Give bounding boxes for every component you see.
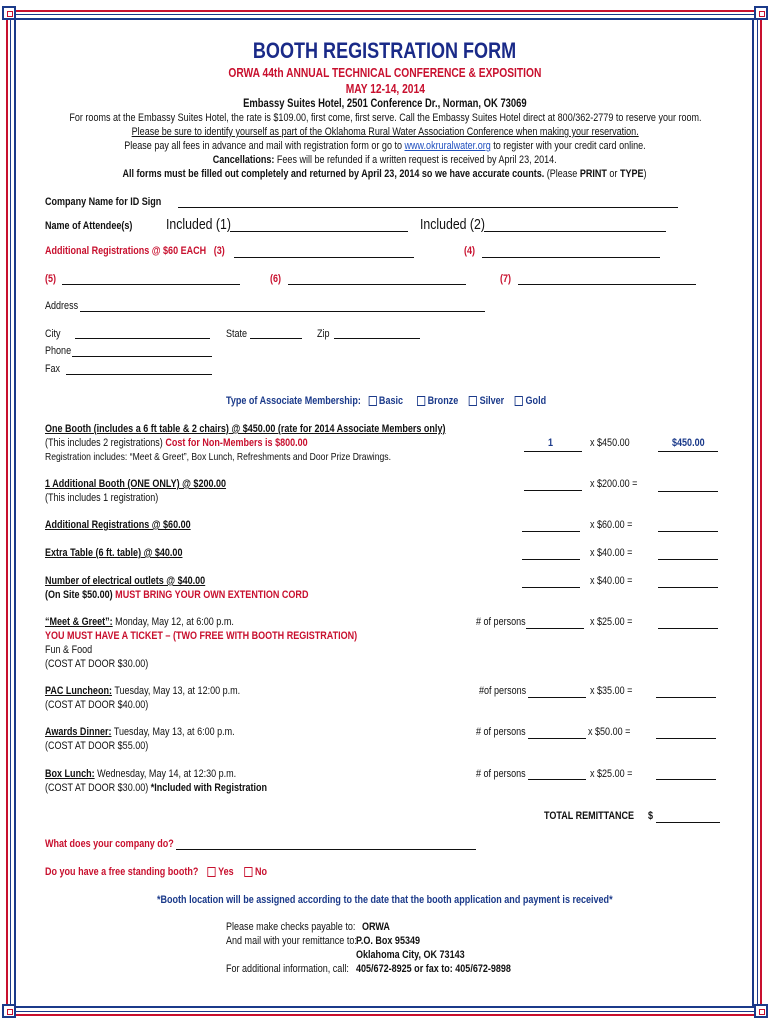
extra-table-title: Extra Table (6 ft. table) @ $40.00 (45, 547, 183, 559)
booth-total-field[interactable] (658, 451, 718, 452)
pac-persons-field[interactable] (528, 697, 586, 698)
address-label: Address (45, 300, 79, 312)
attendee-label: Name of Attendee(s) (45, 220, 133, 232)
registration-4-field[interactable] (482, 257, 660, 258)
included-1-field[interactable] (230, 231, 408, 232)
silver-checkbox[interactable] (469, 396, 477, 406)
phone-field[interactable] (72, 356, 212, 357)
booth-location-note: *Booth location will be assigned according to the date that the booth application and payment is received* (157, 894, 613, 906)
conference-name: ORWA 44th ANNUAL TECHNICAL CONFERENCE & EXPOSITION (228, 66, 542, 80)
registration-4-label: (4) (464, 245, 476, 257)
meet-greet-price: x $25.00 = (590, 616, 633, 628)
registration-5-field[interactable] (62, 284, 240, 285)
cancellation-note: Cancellations: Fees will be refunded if a written request is received by April 23, 2014. (213, 154, 557, 166)
box-lunch-cost: (COST AT DOOR $30.00) *Included with Registration (45, 782, 268, 794)
deadline-note: All forms must be filled out completely and returned by April 23, 2014 so we have accurate counts. (Please PRINT or TYPE) (122, 168, 648, 180)
awards-persons-field[interactable] (528, 738, 586, 739)
zip-field[interactable] (334, 338, 420, 339)
box-lunch-title: Box Lunch: Wednesday, May 14, at 12:30 p.m. (45, 768, 237, 780)
corner-ornament (754, 6, 768, 20)
awards-dinner-cost: (COST AT DOOR $55.00) (45, 740, 149, 752)
extra-table-price: x $40.00 = (590, 547, 633, 559)
corner-ornament (754, 1004, 768, 1018)
meet-greet-fun: Fun & Food (45, 644, 93, 656)
info-phone-fax: 405/672-8925 or fax to: 405/672-9898 (356, 963, 511, 975)
company-name-label: Company Name for ID Sign (45, 196, 162, 208)
identify-note: Please be sure to identify yourself as part of the Oklahoma Rural Water Association Conference when making your reservation. (131, 126, 639, 138)
awards-dinner-title: Awards Dinner: Tuesday, May 13, at 6:00 p.m. (45, 726, 235, 738)
awards-price: x $50.00 = (588, 726, 631, 738)
basic-checkbox[interactable] (368, 396, 376, 406)
meet-greet-title: “Meet & Greet”: Monday, May 12, at 6:00 p.m. (45, 616, 234, 628)
additional-booth-sub: (This includes 1 registration) (45, 492, 159, 504)
booth-quantity[interactable]: 1 (548, 437, 554, 449)
payment-note: Please pay all fees in advance and mail with registration form or go to www.okruralwater.org to register with your credit card online. (124, 140, 646, 152)
awards-total-field[interactable] (656, 738, 716, 739)
pac-luncheon-cost: (COST AT DOOR $40.00) (45, 699, 149, 711)
included-1-label: Included (1) (166, 216, 231, 233)
registration-6-label: (6) (270, 273, 282, 285)
registration-5-label: (5) (45, 273, 57, 285)
no-checkbox[interactable] (244, 867, 252, 877)
additional-registration-total-field[interactable] (658, 531, 718, 532)
city-label: City (45, 328, 61, 340)
website-link[interactable]: www.okruralwater.org (404, 140, 491, 152)
box-total-field[interactable] (656, 779, 716, 780)
outlets-total-field[interactable] (658, 587, 718, 588)
meet-greet-ticket-note: YOU MUST HAVE A TICKET – (TWO FREE WITH BOOTH REGISTRATION) (45, 630, 358, 642)
total-remittance-field[interactable] (656, 822, 720, 823)
meet-greet-cost: (COST AT DOOR $30.00) (45, 658, 149, 670)
mail-address-1: P.O. Box 95349 (356, 935, 421, 947)
gold-checkbox[interactable] (515, 396, 523, 406)
booth-quantity-field[interactable] (524, 451, 582, 452)
additional-registration-title: Additional Registrations @ $60.00 (45, 519, 191, 531)
additional-booth-qty-field[interactable] (524, 490, 582, 491)
additional-registrations-label: Additional Registrations @ $60 EACH (3) (45, 245, 225, 257)
additional-registration-qty-field[interactable] (522, 531, 580, 532)
zip-label: Zip (317, 328, 330, 340)
included-2-label: Included (2) (420, 216, 485, 233)
membership-type: Type of Associate Membership: Basic Bronze Silver Gold (226, 395, 547, 407)
conference-dates: MAY 12-14, 2014 (345, 82, 425, 96)
box-price: x $25.00 = (590, 768, 633, 780)
pac-luncheon-title: PAC Luncheon: Tuesday, May 13, at 12:00 p.m. (45, 685, 241, 697)
checks-label: Please make checks payable to: (226, 921, 356, 933)
registration-6-field[interactable] (288, 284, 466, 285)
total-dollar-sign: $ (648, 810, 654, 822)
company-do-label: What does your company do? (45, 838, 174, 850)
additional-booth-price: x $200.00 = (590, 478, 638, 490)
outlets-price: x $40.00 = (590, 575, 633, 587)
meet-greet-total-field[interactable] (658, 628, 718, 629)
booth-total: $450.00 (672, 437, 705, 449)
box-persons-label: # of persons (476, 768, 526, 780)
address-field[interactable] (80, 311, 485, 312)
box-persons-field[interactable] (528, 779, 586, 780)
company-name-field[interactable] (178, 207, 678, 208)
mail-label: And mail with your remittance to: (226, 935, 357, 947)
outlets-qty-field[interactable] (522, 587, 580, 588)
included-2-field[interactable] (484, 231, 666, 232)
corner-ornament (2, 6, 16, 20)
corner-ornament (2, 1004, 16, 1018)
state-field[interactable] (250, 338, 302, 339)
booth-includes: Registration includes: “Meet & Greet”, Box Lunch, Refreshments and Door Prize Drawings. (45, 451, 391, 463)
meet-greet-persons-label: # of persons (476, 616, 526, 628)
booth-registrations: (This includes 2 registrations) Cost for Non-Members is $800.00 (45, 437, 308, 449)
additional-registration-price: x $60.00 = (590, 519, 633, 531)
phone-label: Phone (45, 345, 72, 357)
registration-7-label: (7) (500, 273, 512, 285)
venue-line: Embassy Suites Hotel, 2501 Conference Dr., Norman, OK 73069 (243, 98, 527, 110)
outlets-title: Number of electrical outlets @ $40.00 (45, 575, 206, 587)
yes-checkbox[interactable] (207, 867, 215, 877)
border-inner (14, 18, 754, 1008)
extra-table-total-field[interactable] (658, 559, 718, 560)
mail-address-2: Oklahoma City, OK 73143 (356, 949, 465, 961)
company-do-field[interactable] (176, 849, 476, 850)
checks-value: ORWA (362, 921, 390, 933)
meet-greet-persons-field[interactable] (526, 628, 584, 629)
booth-title: One Booth (includes a 6 ft table & 2 chairs) @ $450.00 (rate for 2014 Associate Members only) (45, 423, 446, 435)
outlets-note: (On Site $50.00) MUST BRING YOUR OWN EXTENTION CORD (45, 589, 309, 601)
extra-table-qty-field[interactable] (522, 559, 580, 560)
fax-label: Fax (45, 363, 61, 375)
registration-3-field[interactable] (234, 257, 414, 258)
registration-7-field[interactable] (518, 284, 696, 285)
city-field[interactable] (75, 338, 210, 339)
rooms-note: For rooms at the Embassy Suites Hotel, the rate is $109.00, first come, first serve. Call the Embassy Suites Hotel direct at 800/362-2779 to reserve your room. (69, 112, 702, 124)
pac-persons-label: #of persons (479, 685, 527, 697)
total-remittance-label: TOTAL REMITTANCE (544, 810, 635, 822)
free-standing-question: Do you have a free standing booth? Yes No (45, 866, 268, 878)
additional-booth-title: 1 Additional Booth (ONE ONLY) @ $200.00 (45, 478, 227, 490)
state-label: State (226, 328, 248, 340)
info-label: For additional information, call: (226, 963, 349, 975)
page-title: BOOTH REGISTRATION FORM (253, 38, 517, 63)
fax-field[interactable] (66, 374, 212, 375)
bronze-checkbox[interactable] (417, 396, 425, 406)
booth-price: x $450.00 (590, 437, 630, 449)
pac-price: x $35.00 = (590, 685, 633, 697)
additional-booth-total-field[interactable] (658, 491, 718, 492)
awards-persons-label: # of persons (476, 726, 526, 738)
pac-total-field[interactable] (656, 697, 716, 698)
